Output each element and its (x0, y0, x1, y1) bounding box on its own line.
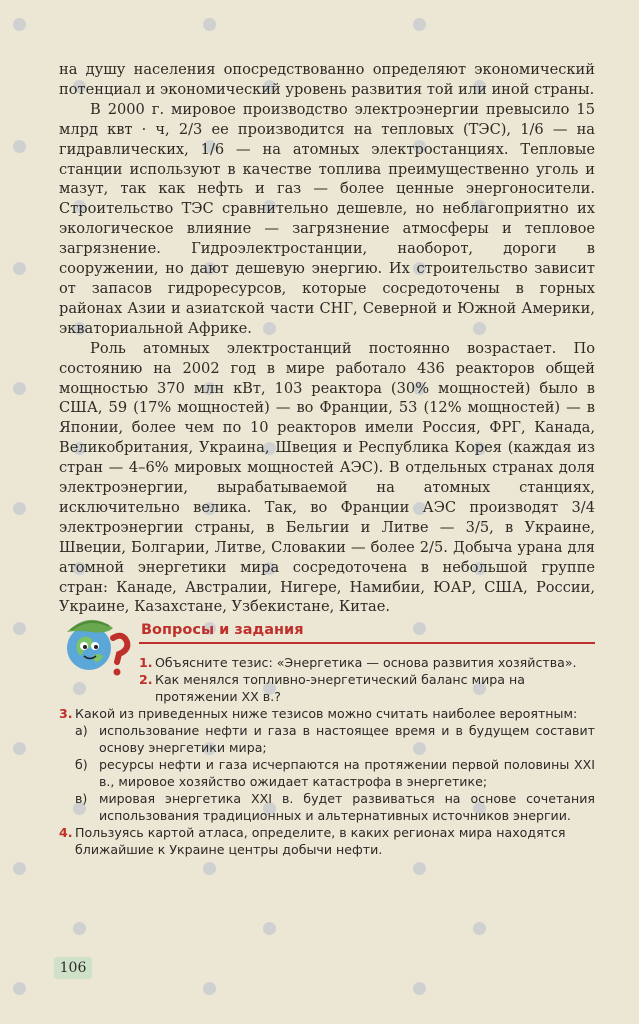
body-text (59, 60, 595, 617)
watermark-circle-icon (413, 622, 426, 635)
paragraph-2: В 2000 г. мировое производство электроэнергии превысило 15 млрд квт · ч, 2/3 ее производится на тепловых (ТЭС), 1/6 — на гидравлических, 1/6 — на атомных электростанциях. Тепловые станции используют в качестве топлива преимущественно уголь и мазут, так как нефть и газ — более ценные энергоносители. Строительство ТЭС сравнительно дешевле, но неблагоприятно их экологическое влияние — загрязнение атмосферы и тепловое загрязнение. Гидроэлектростанции, наоборот, дороги в сооружении, но дают дешевую энергию. Их строительство зависит от запасов гидроресурсов, которые сосредоточены в горных районах Азии и азиатской части СНГ, Северной и Южной Америки, экваториальной Африке. (59, 100, 595, 337)
question-3-text: Какой из приведенных ниже тезисов можно считать наиболее вероятным: (75, 706, 578, 721)
watermark-circle-icon (203, 862, 216, 875)
watermark-mark (10, 862, 29, 875)
watermark-circle-icon (13, 382, 26, 395)
option-c (59, 790, 595, 824)
watermark-mark (260, 922, 279, 935)
option-c-letter: в) (75, 791, 88, 806)
question-2 (59, 671, 595, 705)
question-4 (59, 824, 595, 858)
question-3 (59, 705, 595, 722)
watermark-circle-icon (263, 922, 276, 935)
title-underline (139, 642, 595, 644)
questions-list (59, 654, 595, 858)
watermark-mark (200, 18, 219, 31)
watermark-mark (70, 922, 89, 935)
watermark-circle-icon (13, 18, 26, 31)
watermark-mark (200, 862, 219, 875)
watermark-circle-icon (13, 622, 26, 635)
watermark-circle-icon (13, 742, 26, 755)
page-number: 106 (54, 957, 92, 979)
watermark-circle-icon (413, 862, 426, 875)
watermark-mark (10, 742, 29, 755)
option-b (59, 756, 595, 790)
question-1-number: 1. (139, 655, 153, 670)
option-a (59, 722, 595, 756)
watermark-mark (470, 922, 489, 935)
watermark-circle-icon (413, 982, 426, 995)
watermark-mark (200, 982, 219, 995)
watermark-mark (10, 622, 29, 635)
question-3-number: 3. (59, 706, 73, 721)
watermark-circle-icon (473, 922, 486, 935)
watermark-circle-icon (203, 982, 216, 995)
watermark-mark (10, 262, 29, 275)
watermark-circle-icon (73, 922, 86, 935)
watermark-mark (410, 982, 429, 995)
questions-title: Вопросы и задания (141, 622, 304, 638)
watermark-circle-icon (13, 502, 26, 515)
question-1 (59, 654, 595, 671)
watermark-circle-icon (13, 140, 26, 153)
watermark-circle-icon (13, 862, 26, 875)
question-4-number: 4. (59, 825, 73, 840)
question-2-number: 2. (139, 672, 153, 687)
question-2-text: Как менялся топливно-энергетический баланс мира на протяжении XX в.? (155, 672, 525, 704)
option-a-letter: а) (75, 723, 88, 738)
watermark-mark (10, 18, 29, 31)
watermark-mark (10, 140, 29, 153)
watermark-circle-icon (13, 982, 26, 995)
watermark-mark (410, 622, 429, 635)
watermark-circle-icon (13, 262, 26, 275)
watermark-circle-icon (203, 18, 216, 31)
paragraph-1: на душу населения опосредствованно определяют экономический потенциал и экономический уровень развития той или иной страны. (59, 61, 595, 98)
option-b-text: ресурсы нефти и газа исчерпаются на протяжении первой половины XXI в., мировое хозяйство ожидает катастрофа в энергетике; (99, 757, 595, 789)
question-4-text: Пользуясь картой атласа, определите, в каких регионах мира находятся ближайшие к Украине центры добычи нефти. (75, 825, 566, 857)
watermark-mark (10, 382, 29, 395)
option-a-text: использование нефти и газа в настоящее время и в будущем составит основу энергетики мира; (99, 723, 595, 755)
watermark-mark (410, 862, 429, 875)
option-c-text: мировая энергетика XXI в. будет развиваться на основе сочетания использования традиционных и альтернативных источников энергии. (99, 791, 595, 823)
watermark-circle-icon (413, 18, 426, 31)
question-1-text: Объясните тезис: «Энергетика — основа развития хозяйства». (155, 655, 577, 670)
watermark-mark (10, 502, 29, 515)
watermark-mark (410, 18, 429, 31)
paragraph-3: Роль атомных электростанций постоянно возрастает. По состоянию на 2002 год в мире работало 436 реакторов общей мощностью 370 млн кВт, 103 реактора (30% мощностей) было в США, 59 (17% мощностей) — во Франции, 53 (12% мощностей) — в Японии, более чем по 10 реакторов имели Россия, ФРГ, Канада, Великобритания, Украина, Швеция и Республика Корея (каждая из стран — 4–6% мировых мощностей АЭС). В отдельных странах доля электроэнергии, вырабатываемой на атомных станциях, исключительно велика. Так, во Франции АЭС производят 3/4 электроэнергии страны, в Бельгии и Литве — 3/5, в Украине, Швеции, Болгарии, Литве, Словакии — более 2/5. Добыча урана для атомной энергетики мира сосредоточена в небольшой группе стран: Канаде, Австралии, Нигере, Намибии, ЮАР, США, России, Украине, Казахстане, Узбекистане, Китае. (59, 339, 595, 616)
watermark-mark (10, 982, 29, 995)
option-b-letter: б) (75, 757, 88, 772)
